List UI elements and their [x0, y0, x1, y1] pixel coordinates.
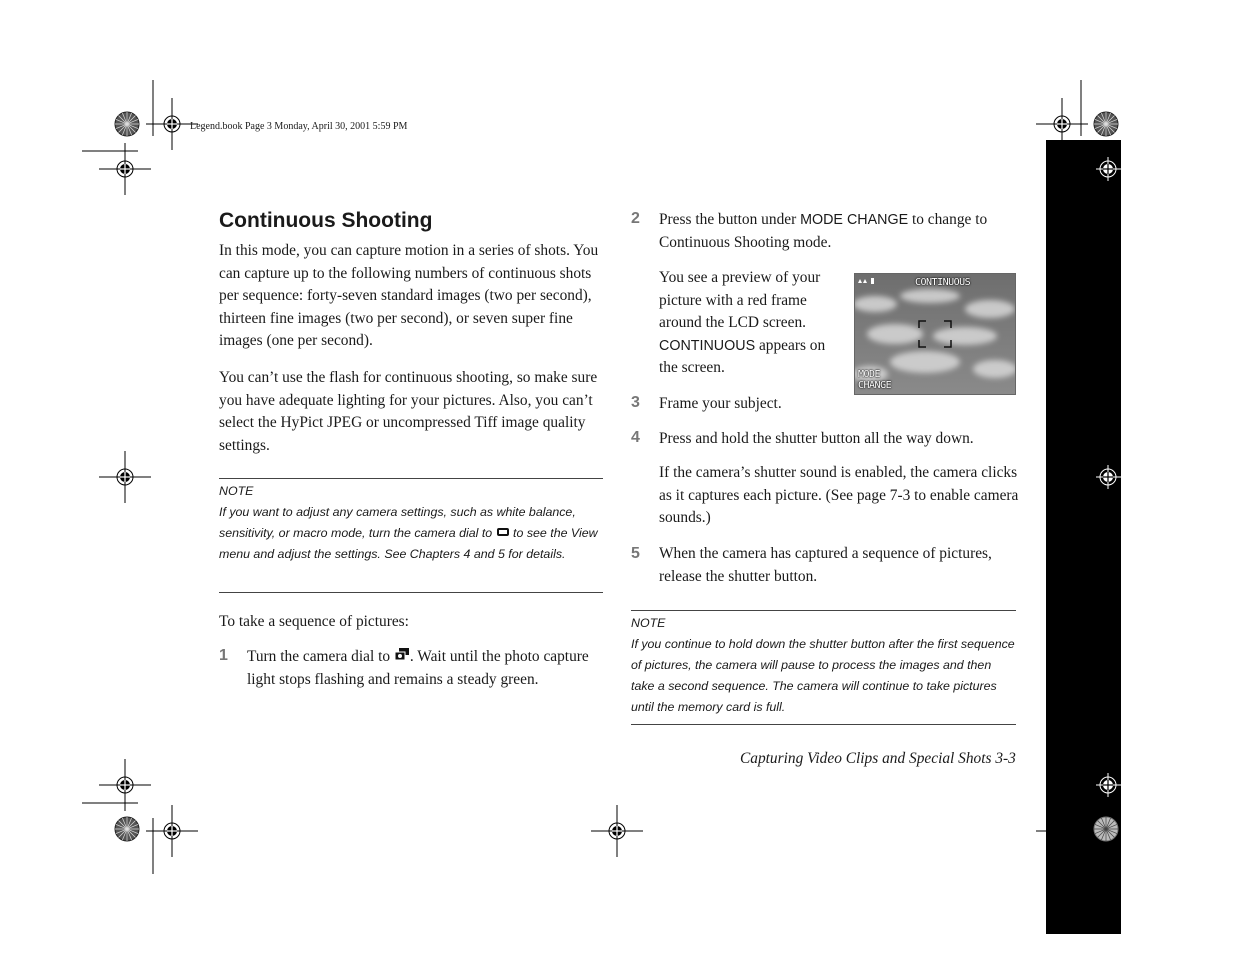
step-1-text [247, 646, 607, 691]
step-number: 5 [631, 545, 640, 562]
continuous-label: CONTINUOUS [659, 337, 756, 354]
note-label: NOTE [631, 616, 666, 630]
step-2-detail-a: You see a preview of your picture with a red frame around the LCD screen. [659, 269, 821, 332]
flash-paragraph: You can’t use the flash for continuous shooting, so make sure you have adequate lighting for your pictures. Also, you can’t select the HyPict JPEG or uncompressed Tiff image quality settings. [219, 369, 598, 454]
continuous-mode-icon [394, 646, 410, 669]
lcd-change-text: CHANGE [858, 380, 892, 391]
page-footer: Capturing Video Clips and Special Shots 3-3 [740, 750, 1016, 767]
lcd-preview-image [854, 273, 1016, 395]
mode-change-label: MODE CHANGE [800, 212, 909, 228]
step-number: 2 [631, 210, 640, 227]
step-1-text-a: Turn the camera dial to [247, 648, 394, 665]
view-mode-icon [496, 523, 510, 544]
section-title: Continuous Shooting [219, 209, 433, 232]
step-2-detail-b: appears on the screen. [659, 336, 826, 377]
note-label: NOTE [219, 484, 254, 498]
step-1-text-b: . Wait until the photo capture light stops flashing and remains a steady green. [247, 648, 589, 688]
note-text-cont: to see the View menu and adjust the settings. See Chapters 4 and 5 for details. [219, 526, 598, 562]
sequence-intro: To take a sequence of pictures: [219, 613, 409, 630]
note-box [631, 610, 1016, 725]
step-number: 3 [631, 394, 640, 411]
step-2-detail [659, 267, 839, 380]
step-2-text-a: Press the button under [659, 211, 801, 228]
note-text: If you continue to hold down the shutter button after the first sequence of pictures, the camera will pause to process the images and then take a second sequence. The camera will continue to take pictures until the memory card is full. [631, 637, 1015, 714]
intro-paragraph: In this mode, you can capture motion in a series of shots. You can capture up to the following numbers of continuous shots per sequence: forty-seven standard images (two per second), thirteen fine images (two per second), or seven super fine images (one per second). [219, 242, 599, 350]
lcd-mode-text: MODE [858, 369, 881, 380]
step-5-text: When the camera has captured a sequence of pictures, release the shutter button. [659, 545, 992, 585]
step-4-detail: If the camera’s shutter sound is enabled, the camera clicks as it captures each picture. (See page 7-3 to enable camera sounds.) [659, 464, 1019, 527]
step-4-text: Press and hold the shutter button all the way down. [659, 430, 974, 447]
note-box [219, 478, 603, 593]
step-2-text [659, 209, 1024, 254]
lcd-continuous-text: CONTINUOUS [915, 277, 971, 288]
step-number: 4 [631, 429, 640, 446]
step-2-text-b: to change to Continuous Shooting mode. [659, 211, 988, 251]
step-number: 1 [219, 647, 228, 664]
print-header: Legend.book Page 3 Monday, April 30, 2001 5:59 PM [190, 121, 408, 132]
note-text: If you want to adjust any camera settings, such as white balance, sensitivity, or macro mode, turn the camera dial to [219, 505, 576, 540]
step-3-text: Frame your subject. [659, 395, 782, 412]
